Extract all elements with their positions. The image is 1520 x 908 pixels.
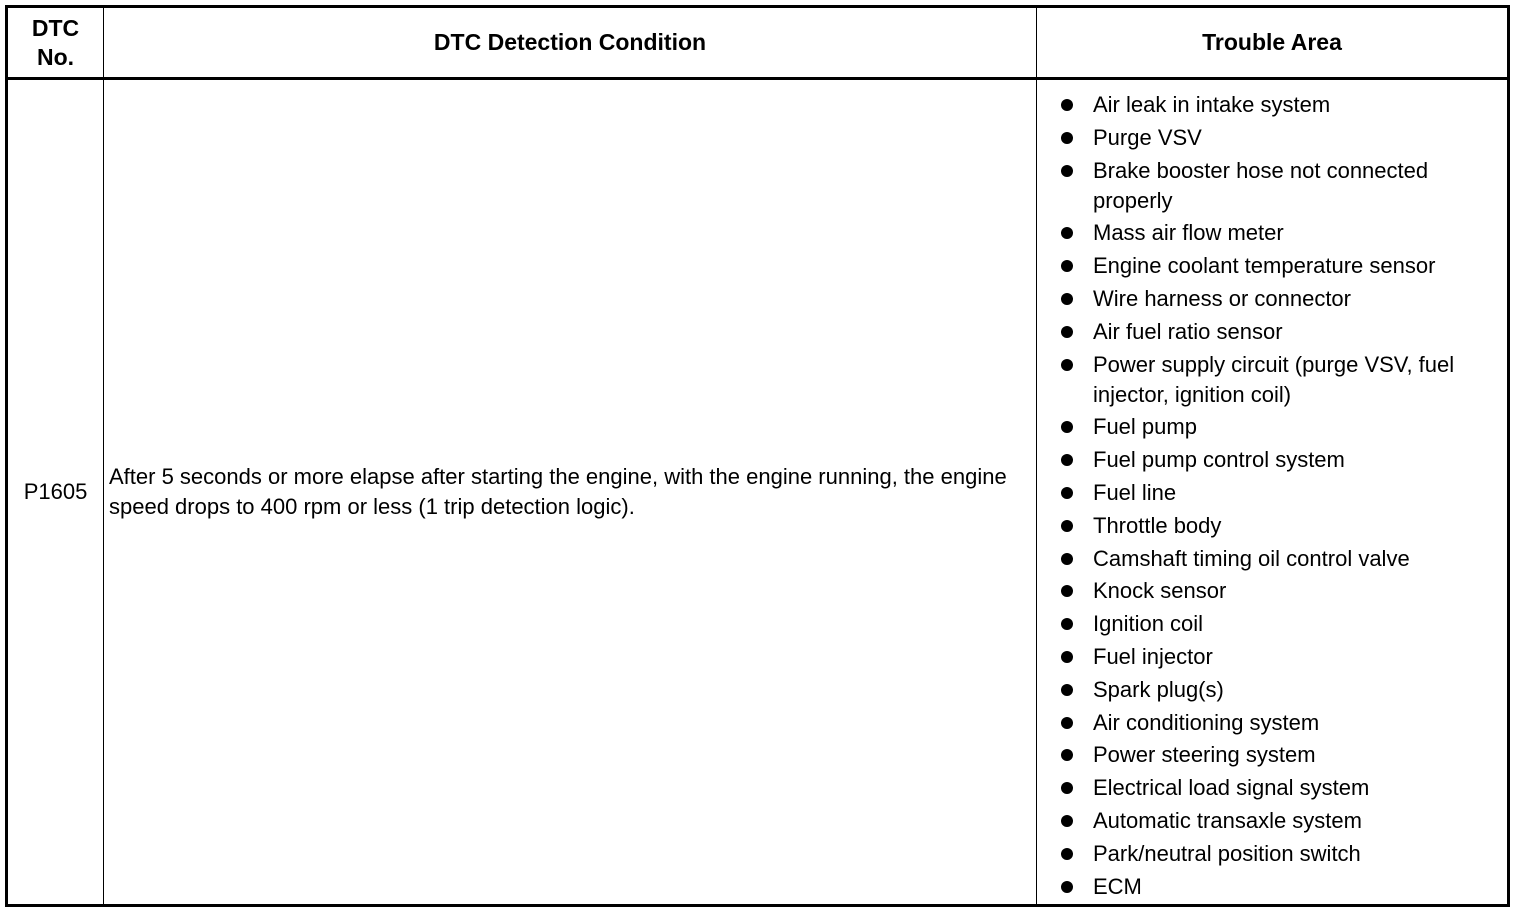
list-item [1059,412,1507,442]
list-item [1059,642,1507,672]
list-item-label: Park/neutral position switch [1093,840,1361,866]
bullet-icon [1061,553,1073,565]
list-item-label: Mass air flow meter [1093,220,1284,246]
list-item-label: Air leak in intake system [1093,92,1331,117]
list-item [1059,284,1507,314]
bullet-icon [1061,684,1073,696]
list-item-label: Wire harness or connector [1093,285,1351,311]
list-item-label: Fuel line [1093,479,1177,505]
list-item-label: Camshaft timing oil control valve [1093,545,1410,571]
list-item [1059,511,1507,541]
bullet-icon [1061,520,1073,532]
list-item [1059,839,1507,869]
list-item [1059,478,1507,508]
list-item [1059,576,1507,606]
list-item-label: Automatic transaxle system [1093,807,1362,833]
bullet-icon [1061,749,1073,761]
dtc-table [5,5,1510,907]
bullet-icon [1061,227,1073,239]
list-item-label: Purge VSV [1093,124,1202,150]
list-item-label: Brake booster hose not connected properly [1093,157,1429,213]
header-dtc-no-label: DTC No. [31,14,80,70]
list-item [1059,90,1507,120]
bullet-icon [1061,487,1073,499]
list-item [1059,350,1507,410]
header-row [7,7,1509,79]
bullet-icon [1061,99,1073,111]
list-item [1059,123,1507,153]
list-item [1059,317,1507,347]
list-item-label: Power steering system [1093,742,1316,768]
bullet-icon [1061,421,1073,433]
list-item [1059,156,1507,216]
list-item [1059,872,1507,902]
list-item [1059,445,1507,475]
bullet-icon [1061,165,1073,177]
table-row [7,79,1509,906]
list-item [1059,806,1507,836]
bullet-icon [1061,881,1073,893]
bullet-icon [1061,848,1073,860]
list-item-label: Spark plug(s) [1093,676,1224,702]
list-item-label: Ignition coil [1093,611,1204,637]
header-trouble-area: Trouble Area [1037,7,1509,79]
list-item-label: Fuel pump control system [1093,447,1345,473]
list-item-label: Throttle body [1093,512,1222,538]
list-item-label: Air conditioning system [1093,709,1320,735]
list-item [1059,740,1507,770]
list-item [1059,675,1507,705]
list-item-label: Air fuel ratio sensor [1093,318,1283,344]
detection-condition: After 5 seconds or more elapse after starting the engine, with the engine running, the engine speed drops to 400 rpm or less (1 trip detection logic). [104,79,1037,906]
list-item-label: ECM [1093,873,1142,899]
list-item-label: Fuel pump [1093,414,1197,440]
list-item [1059,708,1507,738]
bullet-icon [1061,782,1073,794]
list-item [1059,218,1507,248]
list-item-label: Engine coolant temperature sensor [1093,253,1436,279]
trouble-area-list [1059,90,1507,902]
list-item [1059,609,1507,639]
dtc-code: P1605 [7,79,104,906]
list-item [1059,251,1507,281]
bullet-icon [1061,815,1073,827]
bullet-icon [1061,717,1073,729]
bullet-icon [1061,651,1073,663]
list-item-label: Electrical load signal system [1093,775,1370,801]
bullet-icon [1061,132,1073,144]
trouble-area-cell [1037,79,1509,906]
bullet-icon [1061,293,1073,305]
bullet-icon [1061,454,1073,466]
list-item [1059,773,1507,803]
header-dtc-no [7,7,104,79]
list-item-label: Fuel injector [1093,643,1213,669]
bullet-icon [1061,618,1073,630]
bullet-icon [1061,326,1073,338]
list-item-label: Knock sensor [1093,578,1227,604]
bullet-icon [1061,585,1073,597]
header-detection-condition: DTC Detection Condition [104,7,1037,79]
list-item-label: Power supply circuit (purge VSV, fuel injector, ignition coil) [1093,351,1455,407]
bullet-icon [1061,359,1073,371]
list-item [1059,544,1507,574]
bullet-icon [1061,260,1073,272]
